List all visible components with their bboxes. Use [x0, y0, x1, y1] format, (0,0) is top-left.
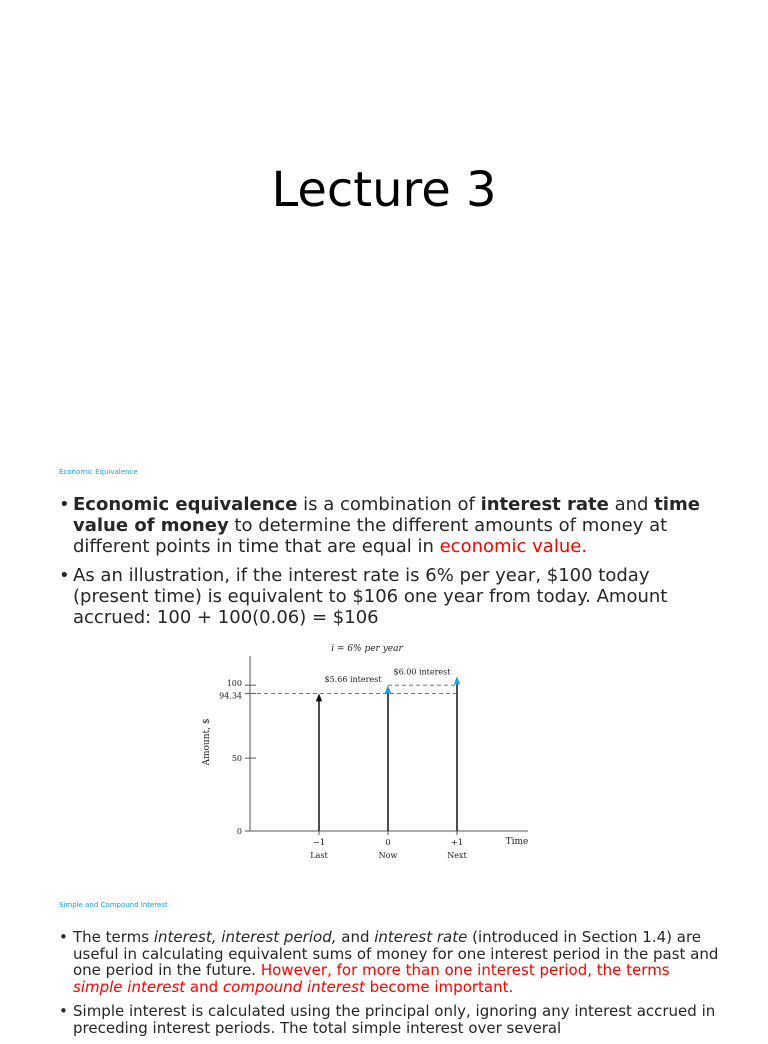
- amount-arrow-head: [316, 693, 322, 701]
- text-span: The terms: [73, 928, 154, 946]
- term-time-value-of-money: time value of money: [73, 494, 700, 536]
- term-economic-equivalence: Economic equivalence: [73, 494, 298, 515]
- amount-arrow-head: [385, 685, 391, 693]
- x-axis-label: Time: [505, 837, 529, 847]
- y-tick-label: 0: [236, 827, 242, 836]
- section-heading-simple-compound-interest: Simple and Compound Interest: [59, 901, 168, 909]
- chart-marks: [250, 667, 460, 831]
- equivalence-chart: [195, 636, 535, 866]
- bullet-item: [59, 494, 709, 557]
- text-span: (introduced in Section 1.4) are useful in calculating equivalent sums of money for one interest period in the past and one period in the future.: [73, 928, 719, 979]
- bullet-item: [59, 929, 719, 995]
- amount-arrow-head: [454, 676, 460, 684]
- text-span: and: [336, 928, 375, 946]
- text-span: As an illustration, if the interest rate is 6% per year, $100 today (present time) is equivalent to $106 one year from today. Amount accrued: 100 + 100(0.06) = $106: [73, 565, 668, 628]
- text-span: and: [608, 494, 655, 515]
- y-axis-label: Amount, $: [202, 718, 212, 766]
- bullet-item: [59, 1003, 719, 1036]
- text-span: to determine the different amounts of money at different points in time that are equal in: [73, 515, 668, 557]
- chart-axes: [219, 656, 528, 860]
- annotation-interest-1: $5.66 interest: [324, 675, 382, 685]
- chart-title: i = 6% per year: [331, 644, 403, 654]
- term-simple-interest: simple interest: [73, 977, 186, 996]
- page-title: Lecture 3: [271, 162, 497, 218]
- term-compound-interest: compound interest: [222, 977, 365, 996]
- x-category-label: Now: [378, 851, 398, 860]
- y-tick-label: 100: [226, 679, 242, 689]
- term-interest-rate: interest rate: [480, 494, 609, 515]
- section-heading-economic-equivalence: Economic Equivalence: [59, 468, 138, 476]
- simple-compound-bullets: [59, 929, 719, 1044]
- x-category-label: Next: [447, 851, 467, 860]
- highlight-text: become important.: [364, 977, 514, 996]
- x-tick-label: −1: [312, 838, 326, 848]
- text-span: Simple interest is calculated using the principal only, ignoring any interest accrued in preceding interest periods. The total simple interest over several: [73, 1002, 716, 1037]
- annotation-interest-2: $6.00 interest: [393, 667, 451, 677]
- x-tick-label: 0: [385, 838, 391, 848]
- term-interest-rate: interest rate: [374, 928, 468, 946]
- x-tick-label: +1: [450, 838, 464, 848]
- term-interest: interest, interest period,: [153, 928, 337, 946]
- text-span: is a combination of: [297, 494, 481, 515]
- highlight-text: However, for more than one interest period, the terms: [260, 961, 670, 979]
- y-tick-label: 50: [231, 754, 242, 764]
- x-category-label: Last: [310, 851, 328, 860]
- bullet-item: [59, 565, 709, 628]
- highlight-text: and: [185, 977, 223, 996]
- y-tick-label: 94.34: [219, 691, 242, 701]
- economic-equivalence-bullets: [59, 494, 709, 636]
- highlight-economic-value: economic value.: [439, 536, 588, 557]
